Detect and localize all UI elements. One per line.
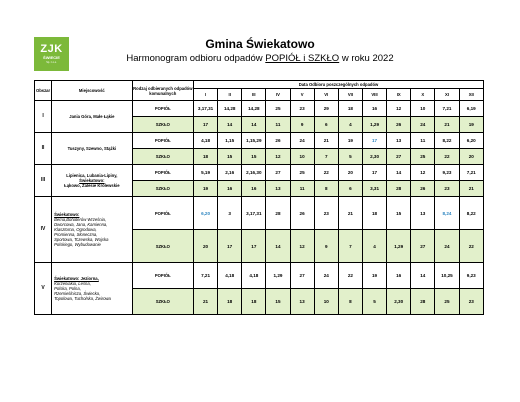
pickup-date-cell: 14	[266, 230, 290, 263]
waste-type-popiol: POPIÓŁ	[132, 263, 193, 289]
pickup-date-cell: 8,24	[435, 197, 459, 230]
waste-type-szklo: SZKŁO	[132, 117, 193, 133]
month-header: V	[290, 89, 314, 101]
area-localities	[52, 101, 133, 133]
locality-line: Promienna, Słoneczna,	[54, 232, 98, 237]
header-obszar: Obszar	[35, 81, 52, 101]
pickup-date-cell: 28	[387, 181, 411, 197]
pickup-date-cell: 29	[314, 101, 338, 117]
locality-line: Świekatowo: Jeziorna,	[54, 276, 99, 281]
pickup-date-cell: 6,20	[459, 133, 483, 149]
pickup-date-cell: 27	[411, 230, 435, 263]
locality-line: Korzeniakia, Leśna,	[54, 281, 91, 286]
area-localities	[52, 133, 133, 165]
pickup-date-cell: 13	[387, 133, 411, 149]
pickup-date-cell: 20	[459, 149, 483, 165]
logo-text: ZJK	[40, 43, 63, 55]
pickup-date-cell: 21	[338, 197, 362, 230]
locality-line: Rzemieślnicza, Świecka,	[54, 291, 101, 296]
area-localities	[52, 263, 133, 315]
pickup-date-cell: 23	[314, 197, 338, 230]
pickup-date-cell: 4,18	[218, 263, 242, 289]
pickup-date-cell: 19	[362, 263, 386, 289]
pickup-date-cell: 26	[411, 181, 435, 197]
table-row	[35, 133, 484, 149]
pickup-date-cell: 12	[266, 149, 290, 165]
pickup-date-cell: 24	[411, 117, 435, 133]
pickup-date-cell: 20	[193, 230, 217, 263]
waste-type-szklo: SZKŁO	[132, 289, 193, 315]
pickup-date-cell: 26	[387, 117, 411, 133]
pickup-date-cell: 28	[266, 197, 290, 230]
pickup-date-cell: 14	[411, 263, 435, 289]
pickup-date-cell: 2,30	[362, 149, 386, 165]
locality-line: Polskiego, Wybudowanie	[54, 242, 101, 247]
month-header: IX	[387, 89, 411, 101]
pickup-date-cell: 6	[338, 181, 362, 197]
pickup-date-cell: 7,21	[435, 101, 459, 117]
subtitle-post: w roku 2022	[339, 53, 394, 64]
area-number: V	[35, 263, 52, 315]
pickup-date-cell: 14	[387, 165, 411, 181]
pickup-date-cell: 1,29	[387, 230, 411, 263]
pickup-date-cell: 16	[362, 101, 386, 117]
pickup-date-cell: 25	[411, 149, 435, 165]
pickup-date-cell: 23	[459, 289, 483, 315]
pickup-date-cell: 15	[266, 289, 290, 315]
pickup-date-cell: 14	[242, 117, 266, 133]
month-header: XI	[435, 89, 459, 101]
locality-line: Świekatowo:	[79, 178, 105, 183]
area-number: I	[35, 101, 52, 133]
pickup-date-cell: 21	[314, 133, 338, 149]
pickup-date-cell: 16	[242, 181, 266, 197]
locality-line: Łąkowo, Zalesie Królewskie	[64, 183, 120, 188]
pickup-date-cell: 3	[218, 197, 242, 230]
subtitle-underlined: POPIÓŁ i SZKŁO	[265, 53, 340, 64]
locality-line: Klasztorna, Ogrodowa,	[54, 227, 97, 232]
area-number: III	[35, 165, 52, 197]
pickup-date-cell: 26	[290, 197, 314, 230]
table-row	[35, 165, 484, 181]
waste-type-popiol: POPIÓŁ	[132, 197, 193, 230]
pickup-date-cell: 4	[362, 230, 386, 263]
area-number: II	[35, 133, 52, 165]
pickup-date-cell: 24	[314, 263, 338, 289]
pickup-date-cell: 5	[362, 289, 386, 315]
table-row	[35, 197, 484, 230]
pickup-date-cell: 18	[242, 289, 266, 315]
pickup-date-cell: 11	[290, 181, 314, 197]
pickup-date-cell: 9,23	[459, 263, 483, 289]
pickup-date-cell: 19	[459, 117, 483, 133]
pickup-date-cell: 7,21	[193, 263, 217, 289]
pickup-date-cell: 12	[387, 101, 411, 117]
pickup-date-cell: 19	[193, 181, 217, 197]
month-header: VIII	[362, 89, 386, 101]
pickup-date-cell: 28	[411, 289, 435, 315]
pickup-date-cell: 13	[266, 181, 290, 197]
pickup-date-cell: 24	[435, 230, 459, 263]
waste-type-popiol: POPIÓŁ	[132, 101, 193, 117]
month-header: X	[411, 89, 435, 101]
pickup-date-cell: 10	[411, 101, 435, 117]
pickup-date-cell: 27	[290, 263, 314, 289]
pickup-date-cell: 18	[338, 101, 362, 117]
locality-line: Topolowa, Tucholska, Żwirowa	[54, 296, 111, 301]
pickup-date-cell: 27	[266, 165, 290, 181]
header-rodzaj: Rodzaj odbieranych odpadów komunalnych	[132, 81, 193, 101]
page-subtitle	[0, 53, 520, 64]
page-title: Gmina Świekatowo	[205, 37, 315, 51]
pickup-date-cell: 24	[290, 133, 314, 149]
pickup-date-cell: 23	[290, 101, 314, 117]
pickup-date-cell: 6,20	[193, 197, 217, 230]
pickup-date-cell: 22	[435, 149, 459, 165]
pickup-date-cell: 26	[266, 133, 290, 149]
pickup-date-cell: 17	[362, 165, 386, 181]
pickup-date-cell: 17	[193, 117, 217, 133]
month-header: VI	[314, 89, 338, 101]
pickup-date-cell: 7	[338, 230, 362, 263]
pickup-date-cell: 15	[387, 197, 411, 230]
locality-line: Polska, Polna,	[54, 286, 81, 291]
month-header: IV	[266, 89, 290, 101]
pickup-date-cell: 10	[290, 149, 314, 165]
pickup-date-cell: 1,29	[362, 117, 386, 133]
pickup-date-cell: 9,23	[435, 165, 459, 181]
pickup-date-cell: 8,22	[459, 197, 483, 230]
pickup-date-cell: 2,30	[387, 289, 411, 315]
pickup-date-cell: 10,25	[435, 263, 459, 289]
pickup-date-cell: 10	[314, 289, 338, 315]
header-dates: Data Odbioru poszczególnych odpadów	[193, 81, 483, 89]
pickup-date-cell: 8,22	[435, 133, 459, 149]
pickup-date-cell: 8	[314, 181, 338, 197]
locality-line: Lipienica, Lubania-Lipiny,	[66, 173, 118, 178]
pickup-date-cell: 7,21	[459, 165, 483, 181]
pickup-date-cell: 6	[314, 117, 338, 133]
pickup-date-cell: 21	[435, 117, 459, 133]
pickup-date-cell: 11	[266, 117, 290, 133]
pickup-date-cell: 22	[338, 263, 362, 289]
pickup-date-cell: 1,15,29	[242, 133, 266, 149]
pickup-date-cell: 23	[435, 181, 459, 197]
pickup-date-cell: 22	[459, 230, 483, 263]
pickup-date-cell: 25	[290, 165, 314, 181]
pickup-date-cell: 12	[290, 230, 314, 263]
pickup-date-cell: 15	[218, 149, 242, 165]
schedule-table	[34, 80, 484, 315]
pickup-date-cell: 2,16,30	[242, 165, 266, 181]
pickup-date-cell: 14	[218, 117, 242, 133]
pickup-date-cell: 7	[314, 149, 338, 165]
pickup-date-cell: 16	[218, 181, 242, 197]
pickup-date-cell: 12	[411, 165, 435, 181]
pickup-date-cell: 3,31	[362, 181, 386, 197]
pickup-date-cell: 1,15	[218, 133, 242, 149]
pickup-date-cell: 27	[387, 149, 411, 165]
waste-type-popiol: POPIÓŁ	[132, 165, 193, 181]
area-localities	[52, 165, 133, 197]
locality-line: Świekatowo:	[54, 212, 80, 217]
pickup-date-cell: 22	[314, 165, 338, 181]
subtitle-pre: Harmonogram odbioru odpadów	[126, 53, 266, 64]
pickup-date-cell: 13	[290, 289, 314, 315]
pickup-date-cell: 9	[314, 230, 338, 263]
pickup-date-cell: 2,16	[218, 165, 242, 181]
pickup-date-cell: 18	[362, 197, 386, 230]
pickup-date-cell: 21	[193, 289, 217, 315]
pickup-date-cell: 18	[193, 149, 217, 165]
locality-line: Jania Góra, Małe Łąkie	[69, 114, 115, 119]
pickup-date-cell: 18	[218, 289, 242, 315]
pickup-date-cell: 21	[459, 181, 483, 197]
pickup-date-cell: 3,17,31	[193, 101, 217, 117]
month-header: XII	[459, 89, 483, 101]
pickup-date-cell: 17	[362, 133, 386, 149]
waste-type-szklo: SZKŁO	[132, 181, 193, 197]
table-row	[35, 101, 484, 117]
pickup-date-cell: 6,19	[459, 101, 483, 117]
pickup-date-cell: 17	[218, 230, 242, 263]
pickup-date-cell: 13	[411, 197, 435, 230]
pickup-date-cell: 5	[338, 149, 362, 165]
table-row	[35, 263, 484, 289]
pickup-date-cell: 3,17,31	[242, 197, 266, 230]
pickup-date-cell: 8	[338, 289, 362, 315]
area-number: IV	[35, 197, 52, 263]
pickup-date-cell: 25	[266, 101, 290, 117]
logo-suffix: Sp. z o.o.	[46, 61, 57, 64]
waste-type-szklo: SZKŁO	[132, 230, 193, 263]
locality-line: Sportowa, Tczewska, Wojska	[54, 237, 109, 242]
pickup-date-cell: 17	[242, 230, 266, 263]
pickup-date-cell: 25	[435, 289, 459, 315]
pickup-date-cell: 4	[338, 117, 362, 133]
month-header: III	[242, 89, 266, 101]
pickup-date-cell: 14,28	[242, 101, 266, 117]
pickup-date-cell: 5,19	[193, 165, 217, 181]
pickup-date-cell: 20	[338, 165, 362, 181]
month-header: II	[218, 89, 242, 101]
pickup-date-cell: 9	[290, 117, 314, 133]
pickup-date-cell: 16	[387, 263, 411, 289]
pickup-date-cell: 1,29	[266, 263, 290, 289]
pickup-date-cell: 14,28	[218, 101, 242, 117]
pickup-date-cell: 4,18	[242, 263, 266, 289]
locality-line: Dworcowa, Jana, Kamienna,	[54, 222, 108, 227]
locality-line: Bema,Bohaterów Września,	[54, 217, 106, 222]
logo-city: ŚWIECIE	[43, 55, 60, 60]
area-localities	[52, 197, 133, 263]
month-header: VII	[338, 89, 362, 101]
header-miejscowosc: Miejscowość	[52, 81, 133, 101]
pickup-date-cell: 4,18	[193, 133, 217, 149]
month-header: I	[193, 89, 217, 101]
waste-type-szklo: SZKŁO	[132, 149, 193, 165]
waste-type-popiol: POPIÓŁ	[132, 133, 193, 149]
pickup-date-cell: 15	[242, 149, 266, 165]
pickup-date-cell: 11	[411, 133, 435, 149]
locality-line: Tuszyny, Szewno, Stążki	[67, 146, 117, 151]
pickup-date-cell: 19	[338, 133, 362, 149]
